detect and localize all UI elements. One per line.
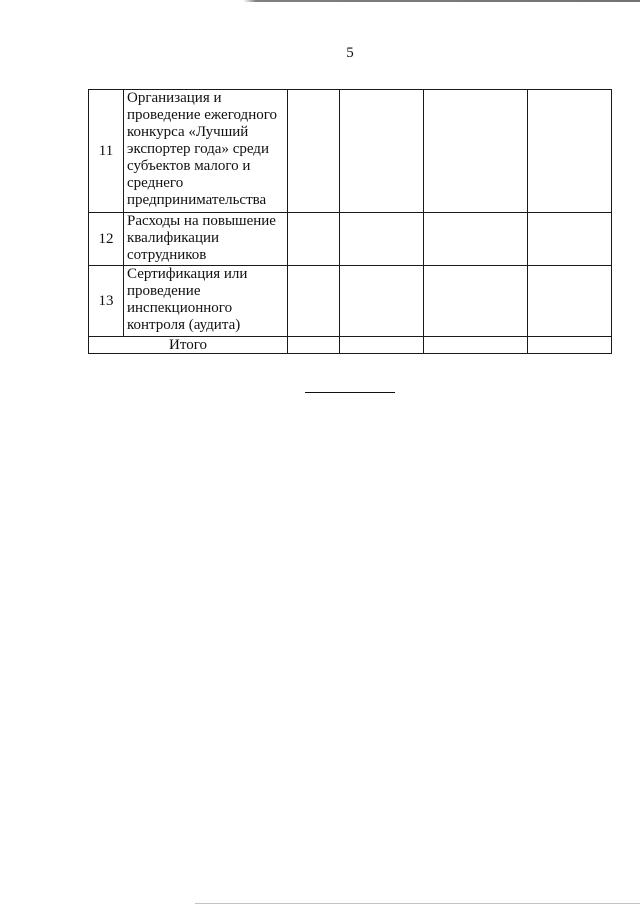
total-row <box>89 337 612 354</box>
empty-cell <box>340 266 424 337</box>
row-number: 12 <box>89 213 124 266</box>
empty-cell <box>528 90 612 213</box>
empty-cell <box>424 337 528 354</box>
empty-cell <box>288 90 340 213</box>
empty-cell <box>528 337 612 354</box>
empty-cell <box>288 337 340 354</box>
empty-cell <box>528 213 612 266</box>
row-name-line: субъектов малого и <box>127 158 251 174</box>
empty-cell <box>288 266 340 337</box>
scan-edge-bottom <box>195 903 640 904</box>
row-name-line: среднего <box>127 175 184 191</box>
row-name-line: сотрудников <box>127 247 207 263</box>
row-name-line: контроля (аудита) <box>127 317 241 333</box>
row-number: 11 <box>89 90 124 213</box>
row-name-line: экспортер года» среди <box>127 141 269 157</box>
empty-cell <box>340 213 424 266</box>
row-name-line: предпринимательства <box>127 192 267 208</box>
row-name-line: Расходы на повышение <box>127 213 276 229</box>
row-name-line: Сертификация или <box>127 266 248 282</box>
table-row <box>89 266 612 337</box>
row-name-line: Организация и <box>127 90 222 106</box>
scan-edge-top <box>0 0 640 2</box>
row-name <box>124 266 288 337</box>
total-label: Итого <box>89 337 288 354</box>
empty-cell <box>340 90 424 213</box>
row-name <box>124 213 288 266</box>
table-row <box>89 213 612 266</box>
row-name-line: квалификации <box>127 230 220 246</box>
expenses-table <box>88 89 612 354</box>
row-name-line: инспекционного <box>127 300 233 316</box>
end-rule <box>305 392 395 393</box>
empty-cell <box>528 266 612 337</box>
empty-cell <box>424 266 528 337</box>
empty-cell <box>424 213 528 266</box>
row-name-line: проведение ежегодного <box>127 107 277 123</box>
empty-cell <box>340 337 424 354</box>
row-number: 13 <box>89 266 124 337</box>
empty-cell <box>288 213 340 266</box>
empty-cell <box>424 90 528 213</box>
page-number: 5 <box>346 45 354 61</box>
table-row <box>89 90 612 213</box>
row-name-line: конкурса «Лучший <box>127 124 249 140</box>
row-name <box>124 90 288 213</box>
row-name-line: проведение <box>127 283 201 299</box>
